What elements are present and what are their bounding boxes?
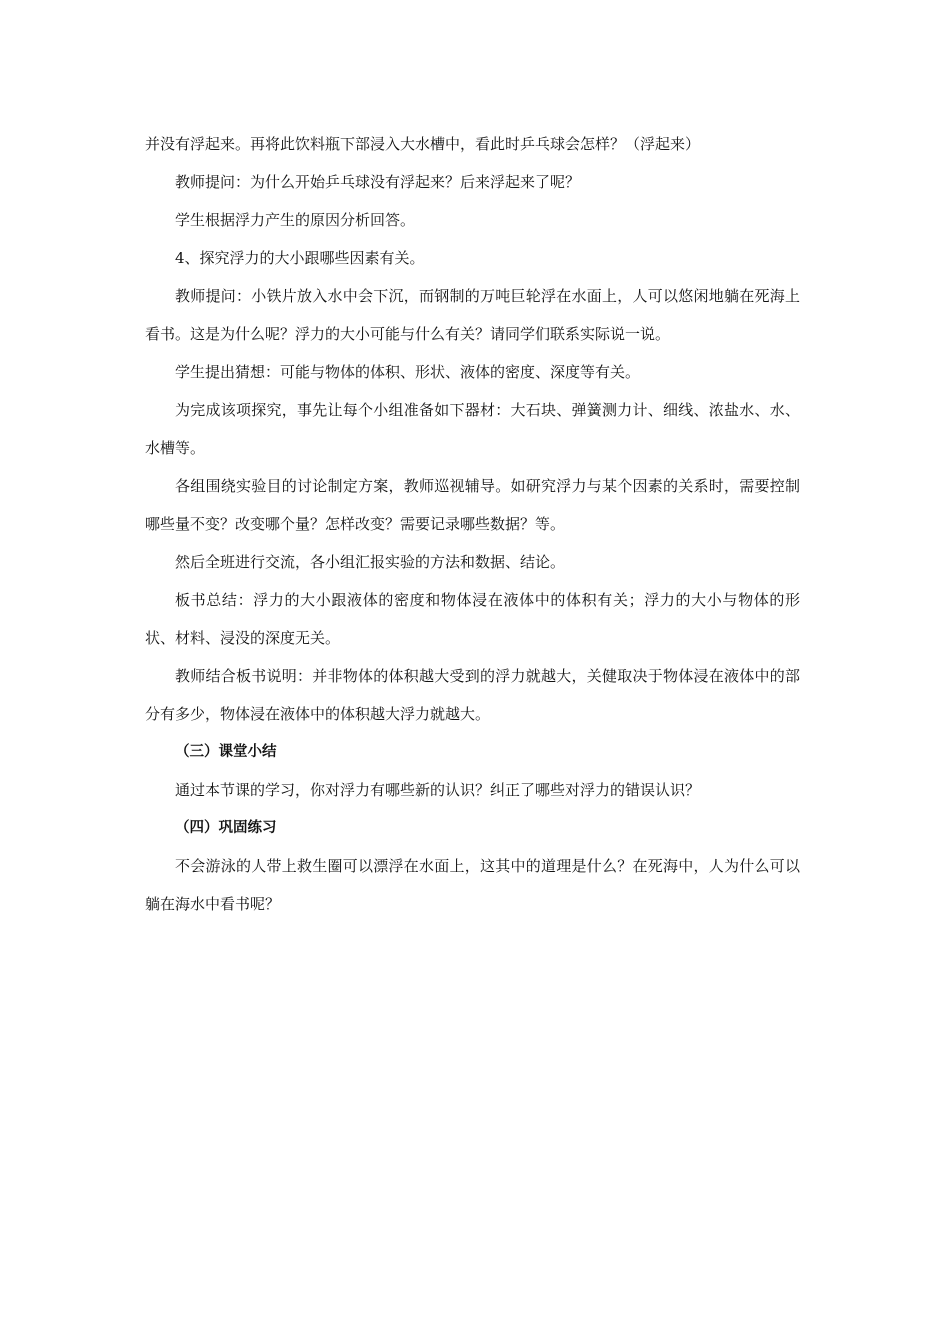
paragraph-board-summary: 板书总结：浮力的大小跟液体的密度和物体浸在液体中的体积有关；浮力的大小与物体的形状、材料、浸没的深度无关。 xyxy=(145,591,800,647)
paragraph-student-hypothesis: 学生提出猜想：可能与物体的体积、形状、液体的密度、深度等有关。 xyxy=(175,363,641,381)
paragraph-continuation: 并没有浮起来。再将此饮料瓶下部浸入大水槽中，看此时乒乓球会怎样？（浮起来） xyxy=(145,135,701,153)
paragraph-group-plan: 各组围绕实验目的讨论制定方案，教师巡视辅导。如研究浮力与某个因素的关系时，需要控制哪些量不变？改变哪个量？怎样改变？需要记录哪些数据？等。 xyxy=(145,477,800,533)
paragraph-equipment: 为完成该项探究，事先让每个小组准备如下器材：大石块、弹簧测力计、细线、浓盐水、水、水槽等。 xyxy=(145,401,800,457)
document-body xyxy=(145,125,800,923)
paragraph-class-exchange: 然后全班进行交流，各小组汇报实验的方法和数据、结论。 xyxy=(175,553,566,571)
paragraph-practice: 不会游泳的人带上救生圈可以漂浮在水面上，这其中的道理是什么？在死海中，人为什么可以躺在海水中看书呢？ xyxy=(145,857,800,913)
paragraph-summary: 通过本节课的学习，你对浮力有哪些新的认识？纠正了哪些对浮力的错误认识？ xyxy=(175,781,701,799)
paragraph-teacher-question-1: 教师提问：为什么开始乒乓球没有浮起来？后来浮起来了呢？ xyxy=(175,173,581,191)
paragraph-student-answer: 学生根据浮力产生的原因分析回答。 xyxy=(175,211,416,229)
paragraph-teacher-explanation: 教师结合板书说明：并非物体的体积越大受到的浮力就越大，关健取决于物体浸在液体中的部分有多少，物体浸在液体中的体积越大浮力就越大。 xyxy=(145,667,800,723)
paragraph-teacher-question-2: 教师提问：小铁片放入水中会下沉，而钢制的万吨巨轮浮在水面上，人可以悠闲地躺在死海上看书。这是为什么呢？浮力的大小可能与什么有关？请同学们联系实际说一说。 xyxy=(145,287,800,343)
paragraph-inquiry-title: 4、探究浮力的大小跟哪些因素有关。 xyxy=(175,249,425,267)
section-heading-summary: （三）课堂小结 xyxy=(175,744,277,760)
section-heading-practice: （四）巩固练习 xyxy=(175,820,277,836)
